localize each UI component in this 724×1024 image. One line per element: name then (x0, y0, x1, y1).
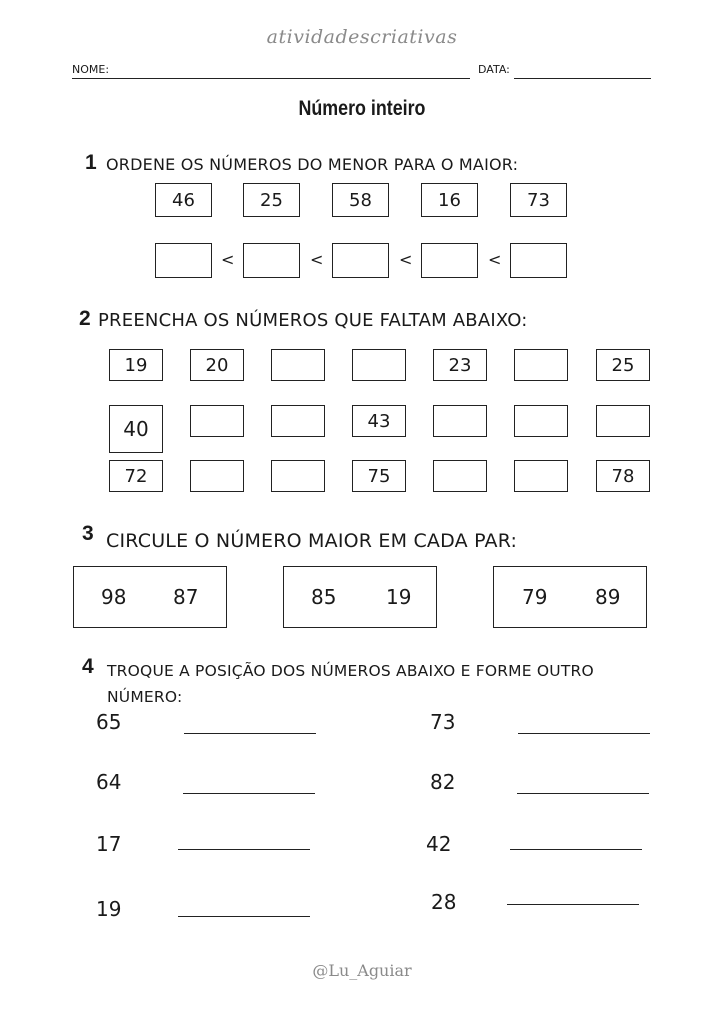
q2-cell-empty[interactable] (514, 349, 568, 381)
less-than-sign: < (310, 250, 324, 269)
q2-cell: 78 (596, 460, 650, 492)
q3-number: 3 (82, 522, 94, 545)
q2-cell-empty[interactable] (190, 405, 244, 437)
less-than-sign: < (221, 250, 235, 269)
q4-number-left: 19 (96, 897, 122, 921)
q4-text-line2: NÚMERO: (107, 688, 183, 706)
name-line (72, 78, 470, 79)
q4-answer-line[interactable] (178, 849, 310, 850)
q3-pair-number[interactable]: 85 (311, 585, 337, 609)
q1-answer-box[interactable] (510, 243, 567, 278)
q1-number-box: 16 (421, 183, 478, 217)
page-title: Número inteiro (298, 97, 426, 120)
q2-cell-empty[interactable] (433, 460, 487, 492)
q4-answer-line[interactable] (517, 793, 649, 794)
q4-answer-line[interactable] (178, 916, 310, 917)
q4-answer-line[interactable] (184, 733, 316, 734)
q1-answer-box[interactable] (243, 243, 300, 278)
q2-cell-empty[interactable] (433, 405, 487, 437)
q4-number-right: 42 (426, 832, 452, 856)
brand-watermark: atividadescriativas (266, 26, 458, 48)
q4-number: 4 (82, 655, 94, 678)
q2-cell-empty[interactable] (271, 405, 325, 437)
q3-pair-number[interactable]: 87 (173, 585, 199, 609)
q2-text: PREENCHA OS NÚMEROS QUE FALTAM ABAIXO: (98, 310, 528, 331)
less-than-sign: < (488, 250, 502, 269)
q2-cell-empty[interactable] (271, 349, 325, 381)
q3-pair-box[interactable] (493, 566, 647, 628)
q2-cell: 72 (109, 460, 163, 492)
date-line (514, 78, 651, 79)
date-label: DATA: (478, 63, 510, 76)
name-label: NOME: (72, 63, 110, 76)
q4-number-right: 82 (430, 770, 456, 794)
q3-pair-number[interactable]: 98 (101, 585, 127, 609)
q1-number-box: 25 (243, 183, 300, 217)
q1-number: 1 (85, 151, 97, 174)
q2-cell: 40 (109, 405, 163, 453)
q3-pair-number[interactable]: 89 (595, 585, 621, 609)
q2-cell-empty[interactable] (514, 405, 568, 437)
q2-cell-empty[interactable] (596, 405, 650, 437)
q1-number-box: 73 (510, 183, 567, 217)
q2-cell: 20 (190, 349, 244, 381)
q4-number-left: 64 (96, 770, 122, 794)
q4-text-line1: TROQUE A POSIÇÃO DOS NÚMEROS ABAIXO E FORME OUTRO (107, 662, 594, 680)
q2-cell: 43 (352, 405, 406, 437)
author-credit: @Lu_Aguiar (312, 961, 412, 980)
q4-answer-line[interactable] (510, 849, 642, 850)
q4-answer-line[interactable] (518, 733, 650, 734)
q4-answer-line[interactable] (507, 904, 639, 905)
less-than-sign: < (399, 250, 413, 269)
q1-answer-box[interactable] (421, 243, 478, 278)
q3-text: CIRCULE O NÚMERO MAIOR EM CADA PAR: (106, 530, 518, 552)
q2-cell: 25 (596, 349, 650, 381)
q2-cell: 75 (352, 460, 406, 492)
q4-answer-line[interactable] (183, 793, 315, 794)
q2-number: 2 (79, 307, 91, 330)
q3-pair-number[interactable]: 19 (386, 585, 412, 609)
q2-cell-empty[interactable] (190, 460, 244, 492)
q1-number-box: 46 (155, 183, 212, 217)
q1-answer-box[interactable] (155, 243, 212, 278)
q2-cell: 23 (433, 349, 487, 381)
q2-cell: 19 (109, 349, 163, 381)
q4-number-right: 73 (430, 710, 456, 734)
q2-cell-empty[interactable] (352, 349, 406, 381)
q3-pair-number[interactable]: 79 (522, 585, 548, 609)
q3-pair-box[interactable] (73, 566, 227, 628)
q1-answer-box[interactable] (332, 243, 389, 278)
q2-cell-empty[interactable] (271, 460, 325, 492)
q2-cell-empty[interactable] (514, 460, 568, 492)
q4-number-left: 65 (96, 710, 122, 734)
q1-text: ORDENE OS NÚMEROS DO MENOR PARA O MAIOR: (106, 155, 519, 174)
q4-number-right: 28 (431, 890, 457, 914)
q3-pair-box[interactable] (283, 566, 437, 628)
q4-number-left: 17 (96, 832, 122, 856)
q1-number-box: 58 (332, 183, 389, 217)
